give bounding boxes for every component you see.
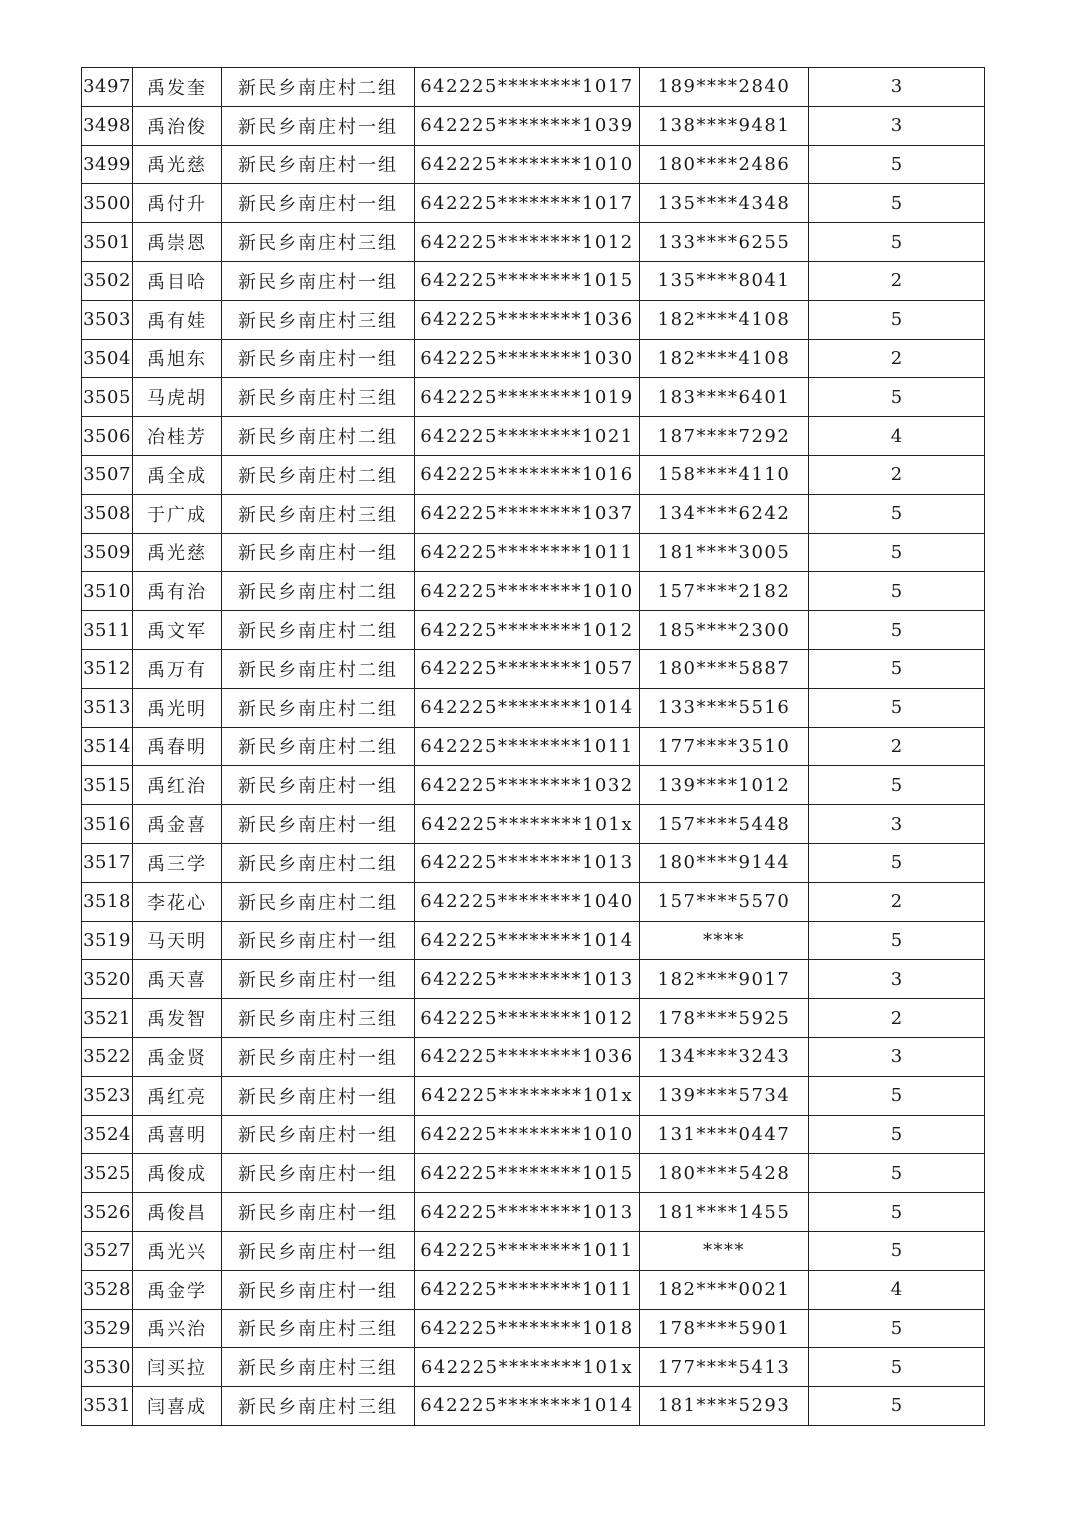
name-cell: 禹天喜 [133, 960, 222, 999]
id-number-cell: 642225********1037 [415, 494, 640, 533]
row-number-cell: 3516 [82, 805, 133, 844]
row-number-cell: 3503 [82, 300, 133, 339]
row-number-cell: 3519 [82, 921, 133, 960]
name-cell: 禹光慈 [133, 533, 222, 572]
id-number-cell: 642225********1013 [415, 843, 640, 882]
table-row [82, 649, 985, 688]
id-number-cell: 642225********101x [415, 1076, 640, 1115]
household-count-cell: 5 [809, 533, 985, 572]
name-cell: 马天明 [133, 921, 222, 960]
address-cell: 新民乡南庄村三组 [222, 1387, 415, 1426]
address-cell: 新民乡南庄村一组 [222, 805, 415, 844]
table-row [82, 727, 985, 766]
id-number-cell: 642225********1039 [415, 106, 640, 145]
name-cell: 于广成 [133, 494, 222, 533]
table-row [82, 688, 985, 727]
name-cell: 禹目哈 [133, 261, 222, 300]
row-number-cell: 3531 [82, 1387, 133, 1426]
row-number-cell: 3508 [82, 494, 133, 533]
household-count-cell: 2 [809, 455, 985, 494]
row-number-cell: 3528 [82, 1270, 133, 1309]
household-count-cell: 5 [809, 1348, 985, 1387]
table-row [82, 378, 985, 417]
phone-cell: 189****2840 [640, 68, 809, 107]
table-row [82, 455, 985, 494]
table-row [82, 300, 985, 339]
row-number-cell: 3502 [82, 261, 133, 300]
name-cell: 禹春明 [133, 727, 222, 766]
household-count-cell: 2 [809, 261, 985, 300]
id-number-cell: 642225********1040 [415, 882, 640, 921]
name-cell: 禹发奎 [133, 68, 222, 107]
name-cell: 禹金学 [133, 1270, 222, 1309]
id-number-cell: 642225********1021 [415, 417, 640, 456]
household-count-cell: 2 [809, 727, 985, 766]
household-count-cell: 5 [809, 1193, 985, 1232]
name-cell: 冶桂芳 [133, 417, 222, 456]
row-number-cell: 3499 [82, 145, 133, 184]
household-count-cell: 5 [809, 145, 985, 184]
name-cell: 禹光兴 [133, 1231, 222, 1270]
address-cell: 新民乡南庄村一组 [222, 1193, 415, 1232]
address-cell: 新民乡南庄村一组 [222, 766, 415, 805]
household-count-cell: 5 [809, 1154, 985, 1193]
address-cell: 新民乡南庄村一组 [222, 1154, 415, 1193]
table-row [82, 999, 985, 1038]
phone-cell: 178****5925 [640, 999, 809, 1038]
roster-table [81, 67, 985, 1426]
household-count-cell: 3 [809, 1037, 985, 1076]
row-number-cell: 3520 [82, 960, 133, 999]
id-number-cell: 642225********1036 [415, 1037, 640, 1076]
address-cell: 新民乡南庄村一组 [222, 1037, 415, 1076]
phone-cell: 134****3243 [640, 1037, 809, 1076]
name-cell: 禹光慈 [133, 145, 222, 184]
phone-cell: 180****5428 [640, 1154, 809, 1193]
phone-cell: 158****4110 [640, 455, 809, 494]
name-cell: 禹红治 [133, 766, 222, 805]
name-cell: 闫喜成 [133, 1387, 222, 1426]
address-cell: 新民乡南庄村一组 [222, 1115, 415, 1154]
address-cell: 新民乡南庄村三组 [222, 494, 415, 533]
address-cell: 新民乡南庄村一组 [222, 106, 415, 145]
phone-cell: 180****9144 [640, 843, 809, 882]
household-count-cell: 5 [809, 921, 985, 960]
name-cell: 禹金喜 [133, 805, 222, 844]
table-row [82, 805, 985, 844]
name-cell: 禹有娃 [133, 300, 222, 339]
phone-cell: 157****5570 [640, 882, 809, 921]
address-cell: 新民乡南庄村二组 [222, 843, 415, 882]
address-cell: 新民乡南庄村二组 [222, 882, 415, 921]
name-cell: 禹付升 [133, 184, 222, 223]
name-cell: 禹俊昌 [133, 1193, 222, 1232]
name-cell: 禹光明 [133, 688, 222, 727]
address-cell: 新民乡南庄村二组 [222, 611, 415, 650]
table-row [82, 1309, 985, 1348]
id-number-cell: 642225********1015 [415, 261, 640, 300]
row-number-cell: 3512 [82, 649, 133, 688]
table-row [82, 766, 985, 805]
row-number-cell: 3507 [82, 455, 133, 494]
row-number-cell: 3525 [82, 1154, 133, 1193]
phone-cell: 177****5413 [640, 1348, 809, 1387]
id-number-cell: 642225********1016 [415, 455, 640, 494]
row-number-cell: 3515 [82, 766, 133, 805]
phone-cell: 182****4108 [640, 300, 809, 339]
household-count-cell: 3 [809, 106, 985, 145]
address-cell: 新民乡南庄村二组 [222, 572, 415, 611]
table-row [82, 145, 985, 184]
household-count-cell: 5 [809, 1115, 985, 1154]
name-cell: 禹三学 [133, 843, 222, 882]
address-cell: 新民乡南庄村一组 [222, 921, 415, 960]
id-number-cell: 642225********101x [415, 1348, 640, 1387]
household-count-cell: 5 [809, 572, 985, 611]
table-row [82, 843, 985, 882]
name-cell: 禹喜明 [133, 1115, 222, 1154]
document-page [81, 67, 985, 1426]
id-number-cell: 642225********1010 [415, 1115, 640, 1154]
household-count-cell: 5 [809, 843, 985, 882]
table-row [82, 882, 985, 921]
table-row [82, 611, 985, 650]
table-row [82, 68, 985, 107]
household-count-cell: 5 [809, 494, 985, 533]
table-row [82, 1037, 985, 1076]
table-row [82, 921, 985, 960]
id-number-cell: 642225********1011 [415, 1231, 640, 1270]
address-cell: 新民乡南庄村一组 [222, 339, 415, 378]
row-number-cell: 3510 [82, 572, 133, 611]
table-row [82, 960, 985, 999]
name-cell: 闫买拉 [133, 1348, 222, 1387]
address-cell: 新民乡南庄村一组 [222, 1231, 415, 1270]
table-row [82, 1115, 985, 1154]
phone-cell: 177****3510 [640, 727, 809, 766]
household-count-cell: 5 [809, 1387, 985, 1426]
address-cell: 新民乡南庄村三组 [222, 223, 415, 262]
name-cell: 禹金贤 [133, 1037, 222, 1076]
row-number-cell: 3505 [82, 378, 133, 417]
row-number-cell: 3521 [82, 999, 133, 1038]
table-row [82, 1387, 985, 1426]
address-cell: 新民乡南庄村二组 [222, 417, 415, 456]
phone-cell: 180****2486 [640, 145, 809, 184]
household-count-cell: 2 [809, 882, 985, 921]
phone-cell: 183****6401 [640, 378, 809, 417]
row-number-cell: 3509 [82, 533, 133, 572]
name-cell: 禹治俊 [133, 106, 222, 145]
id-number-cell: 642225********101x [415, 805, 640, 844]
household-count-cell: 5 [809, 184, 985, 223]
phone-cell: 187****7292 [640, 417, 809, 456]
name-cell: 禹有治 [133, 572, 222, 611]
household-count-cell: 4 [809, 1270, 985, 1309]
row-number-cell: 3530 [82, 1348, 133, 1387]
name-cell: 禹红亮 [133, 1076, 222, 1115]
row-number-cell: 3529 [82, 1309, 133, 1348]
id-number-cell: 642225********1014 [415, 688, 640, 727]
address-cell: 新民乡南庄村三组 [222, 1348, 415, 1387]
table-row [82, 1231, 985, 1270]
phone-cell: 138****9481 [640, 106, 809, 145]
row-number-cell: 3504 [82, 339, 133, 378]
table-row [82, 1270, 985, 1309]
phone-cell: 181****1455 [640, 1193, 809, 1232]
id-number-cell: 642225********1015 [415, 1154, 640, 1193]
table-row [82, 223, 985, 262]
phone-cell: 182****0021 [640, 1270, 809, 1309]
id-number-cell: 642225********1018 [415, 1309, 640, 1348]
id-number-cell: 642225********1017 [415, 68, 640, 107]
roster-table-body [82, 68, 985, 1426]
table-row [82, 494, 985, 533]
address-cell: 新民乡南庄村一组 [222, 1076, 415, 1115]
address-cell: 新民乡南庄村一组 [222, 145, 415, 184]
household-count-cell: 5 [809, 649, 985, 688]
address-cell: 新民乡南庄村二组 [222, 649, 415, 688]
id-number-cell: 642225********1010 [415, 572, 640, 611]
phone-cell: **** [640, 1231, 809, 1270]
row-number-cell: 3523 [82, 1076, 133, 1115]
id-number-cell: 642225********1057 [415, 649, 640, 688]
household-count-cell: 2 [809, 339, 985, 378]
id-number-cell: 642225********1011 [415, 1270, 640, 1309]
address-cell: 新民乡南庄村三组 [222, 300, 415, 339]
id-number-cell: 642225********1012 [415, 611, 640, 650]
id-number-cell: 642225********1011 [415, 727, 640, 766]
phone-cell: 134****6242 [640, 494, 809, 533]
row-number-cell: 3497 [82, 68, 133, 107]
phone-cell: 139****5734 [640, 1076, 809, 1115]
name-cell: 李花心 [133, 882, 222, 921]
household-count-cell: 5 [809, 378, 985, 417]
id-number-cell: 642225********1012 [415, 999, 640, 1038]
phone-cell: 135****8041 [640, 261, 809, 300]
phone-cell: 131****0447 [640, 1115, 809, 1154]
table-row [82, 184, 985, 223]
address-cell: 新民乡南庄村一组 [222, 261, 415, 300]
row-number-cell: 3517 [82, 843, 133, 882]
address-cell: 新民乡南庄村一组 [222, 960, 415, 999]
id-number-cell: 642225********1036 [415, 300, 640, 339]
table-row [82, 339, 985, 378]
id-number-cell: 642225********1012 [415, 223, 640, 262]
household-count-cell: 4 [809, 417, 985, 456]
row-number-cell: 3526 [82, 1193, 133, 1232]
row-number-cell: 3498 [82, 106, 133, 145]
address-cell: 新民乡南庄村三组 [222, 999, 415, 1038]
id-number-cell: 642225********1017 [415, 184, 640, 223]
name-cell: 禹崇恩 [133, 223, 222, 262]
row-number-cell: 3524 [82, 1115, 133, 1154]
name-cell: 禹万有 [133, 649, 222, 688]
id-number-cell: 642225********1030 [415, 339, 640, 378]
id-number-cell: 642225********1019 [415, 378, 640, 417]
phone-cell: 182****9017 [640, 960, 809, 999]
name-cell: 禹旭东 [133, 339, 222, 378]
table-row [82, 261, 985, 300]
address-cell: 新民乡南庄村三组 [222, 1309, 415, 1348]
household-count-cell: 3 [809, 805, 985, 844]
table-row [82, 572, 985, 611]
name-cell: 禹俊成 [133, 1154, 222, 1193]
row-number-cell: 3506 [82, 417, 133, 456]
household-count-cell: 5 [809, 300, 985, 339]
household-count-cell: 2 [809, 999, 985, 1038]
row-number-cell: 3514 [82, 727, 133, 766]
row-number-cell: 3522 [82, 1037, 133, 1076]
phone-cell: **** [640, 921, 809, 960]
phone-cell: 133****5516 [640, 688, 809, 727]
address-cell: 新民乡南庄村一组 [222, 184, 415, 223]
address-cell: 新民乡南庄村三组 [222, 378, 415, 417]
id-number-cell: 642225********1010 [415, 145, 640, 184]
phone-cell: 181****3005 [640, 533, 809, 572]
name-cell: 禹发智 [133, 999, 222, 1038]
address-cell: 新民乡南庄村二组 [222, 68, 415, 107]
row-number-cell: 3511 [82, 611, 133, 650]
table-row [82, 1348, 985, 1387]
phone-cell: 157****5448 [640, 805, 809, 844]
row-number-cell: 3513 [82, 688, 133, 727]
id-number-cell: 642225********1013 [415, 960, 640, 999]
name-cell: 马虎胡 [133, 378, 222, 417]
household-count-cell: 3 [809, 68, 985, 107]
address-cell: 新民乡南庄村二组 [222, 688, 415, 727]
row-number-cell: 3500 [82, 184, 133, 223]
phone-cell: 185****2300 [640, 611, 809, 650]
phone-cell: 182****4108 [640, 339, 809, 378]
id-number-cell: 642225********1014 [415, 921, 640, 960]
id-number-cell: 642225********1013 [415, 1193, 640, 1232]
row-number-cell: 3518 [82, 882, 133, 921]
household-count-cell: 5 [809, 766, 985, 805]
id-number-cell: 642225********1014 [415, 1387, 640, 1426]
household-count-cell: 5 [809, 688, 985, 727]
name-cell: 禹全成 [133, 455, 222, 494]
id-number-cell: 642225********1011 [415, 533, 640, 572]
address-cell: 新民乡南庄村一组 [222, 1270, 415, 1309]
phone-cell: 157****2182 [640, 572, 809, 611]
household-count-cell: 5 [809, 611, 985, 650]
address-cell: 新民乡南庄村一组 [222, 533, 415, 572]
address-cell: 新民乡南庄村二组 [222, 727, 415, 766]
id-number-cell: 642225********1032 [415, 766, 640, 805]
phone-cell: 135****4348 [640, 184, 809, 223]
household-count-cell: 5 [809, 1076, 985, 1115]
phone-cell: 139****1012 [640, 766, 809, 805]
row-number-cell: 3527 [82, 1231, 133, 1270]
table-row [82, 417, 985, 456]
household-count-cell: 5 [809, 1309, 985, 1348]
table-row [82, 533, 985, 572]
name-cell: 禹文军 [133, 611, 222, 650]
phone-cell: 133****6255 [640, 223, 809, 262]
name-cell: 禹兴治 [133, 1309, 222, 1348]
household-count-cell: 5 [809, 223, 985, 262]
row-number-cell: 3501 [82, 223, 133, 262]
table-row [82, 1076, 985, 1115]
table-row [82, 106, 985, 145]
table-row [82, 1193, 985, 1232]
table-row [82, 1154, 985, 1193]
phone-cell: 178****5901 [640, 1309, 809, 1348]
phone-cell: 180****5887 [640, 649, 809, 688]
household-count-cell: 3 [809, 960, 985, 999]
address-cell: 新民乡南庄村二组 [222, 455, 415, 494]
household-count-cell: 5 [809, 1231, 985, 1270]
phone-cell: 181****5293 [640, 1387, 809, 1426]
